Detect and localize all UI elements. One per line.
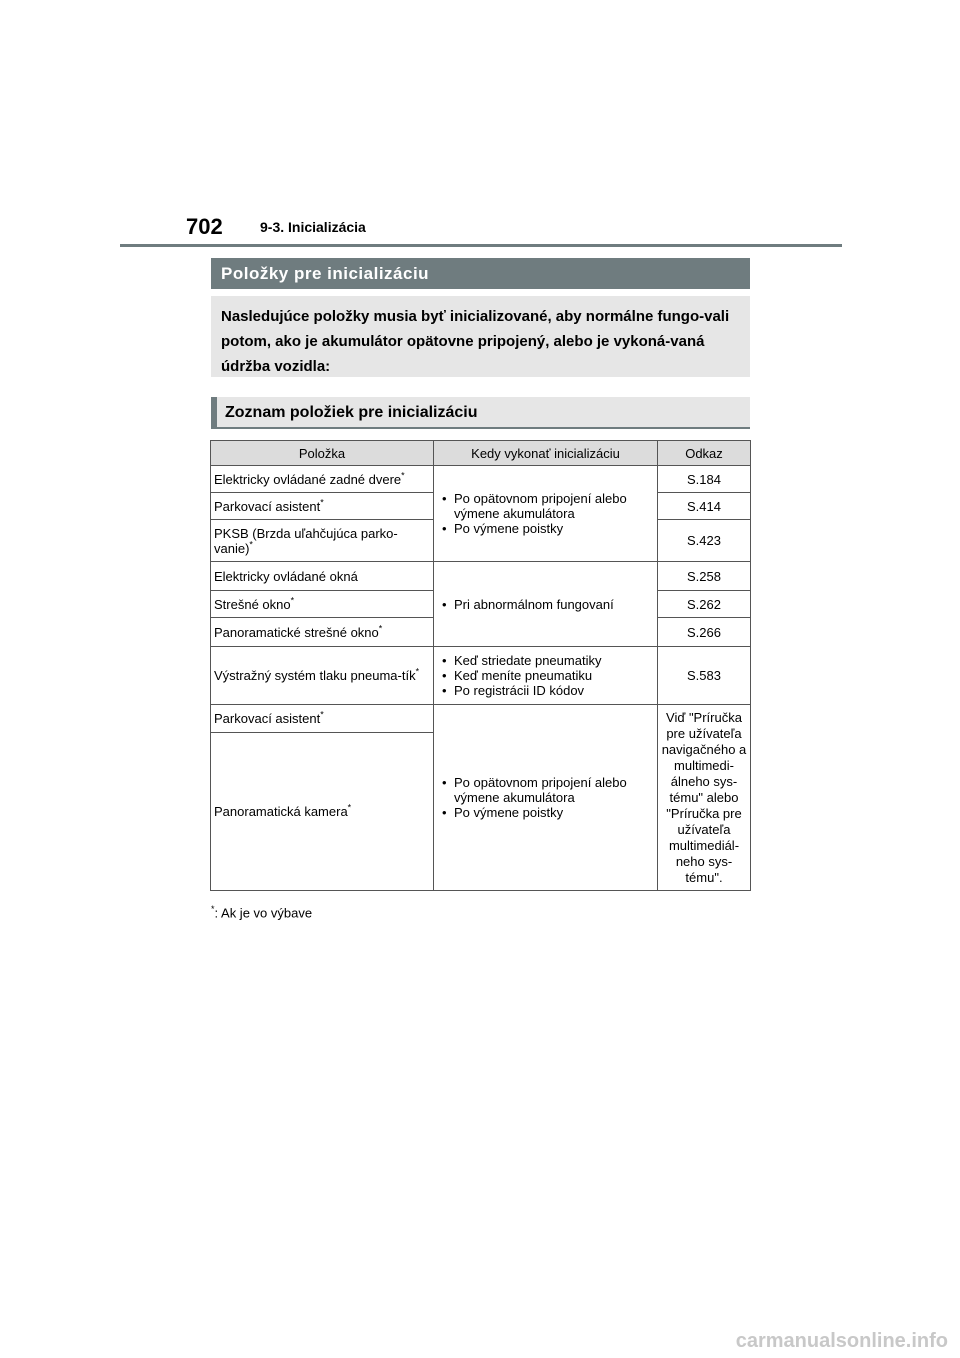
reference-cell: S.184: [658, 466, 751, 493]
item-cell: Elektricky ovládané okná: [211, 562, 434, 591]
item-cell: Strešné okno*: [211, 591, 434, 618]
when-cell-abnormal: [434, 562, 658, 647]
reference-cell: S.414: [658, 493, 751, 520]
item-cell: Parkovací asistent*: [211, 493, 434, 520]
item-cell: Elektricky ovládané zadné dvere*: [211, 466, 434, 493]
subsection-title: Zoznam položiek pre inicializáciu: [211, 397, 750, 428]
header-divider: [120, 244, 842, 247]
when-cell-tires: [434, 647, 658, 705]
page-number: 702: [186, 214, 223, 239]
column-header-item: Položka: [211, 441, 434, 466]
reference-cell: S.262: [658, 591, 751, 618]
condition-item: • Po výmene poistky: [442, 521, 654, 536]
section-title: Položky pre inicializáciu: [211, 258, 750, 289]
condition-item: • Po opätovnom pripojení alebo výmene akumulátora: [442, 775, 654, 805]
watermark: carmanualsonline.info: [735, 1330, 948, 1352]
column-header-reference: Odkaz: [658, 441, 751, 466]
condition-list: [442, 491, 654, 536]
item-cell: Panoramatická kamera*: [211, 733, 434, 891]
item-cell: Parkovací asistent*: [211, 705, 434, 733]
when-cell-battery: [434, 466, 658, 562]
item-cell: Výstražný systém tlaku pneuma-tík*: [211, 647, 434, 705]
item-cell: PKSB (Brzda uľahčujúca parko-vanie)*: [211, 520, 434, 562]
condition-item: • Po registrácii ID kódov: [442, 683, 654, 698]
condition-list: [442, 653, 654, 698]
reference-cell: S.583: [658, 647, 751, 705]
item-cell: Panoramatické strešné okno*: [211, 618, 434, 647]
footnote: *: Ak je vo výbave: [211, 904, 313, 921]
subsection-divider: [211, 427, 750, 429]
reference-cell: S.423: [658, 520, 751, 562]
condition-item: • Keď meníte pneumatiku: [442, 668, 654, 683]
reference-cell-manual: Viď "Príručka pre užívateľa navigačného a multimedi-álneho sys-tému" alebo "Príručka pre užívateľa multimediál-neho sys-tému".: [658, 705, 751, 891]
initialization-table: [210, 440, 751, 891]
column-header-when: Kedy vykonať inicializáciu: [434, 441, 658, 466]
condition-item: • Po výmene poistky: [442, 805, 654, 820]
breadcrumb: 9-3. Inicializácia: [260, 219, 366, 235]
reference-cell: S.258: [658, 562, 751, 591]
reference-cell: S.266: [658, 618, 751, 647]
table-row: [211, 466, 751, 493]
condition-item: • Keď striedate pneumatiky: [442, 653, 654, 668]
table-row: [211, 562, 751, 591]
condition-item: • Po opätovnom pripojení alebo výmene akumulátora: [442, 491, 654, 521]
condition-list: [442, 597, 654, 612]
condition-item: • Pri abnormálnom fungovaní: [442, 597, 654, 612]
intro-text: Nasledujúce položky musia byť inicializované, aby normálne fungo-vali potom, ako je akumulátor opätovne pripojený, alebo je vykoná-vaná údržba vozidla:: [211, 296, 750, 377]
when-cell-battery-2: [434, 705, 658, 891]
table-row: [211, 647, 751, 705]
condition-list: [442, 775, 654, 820]
table-row: [211, 705, 751, 733]
table-header-row: [211, 441, 751, 466]
